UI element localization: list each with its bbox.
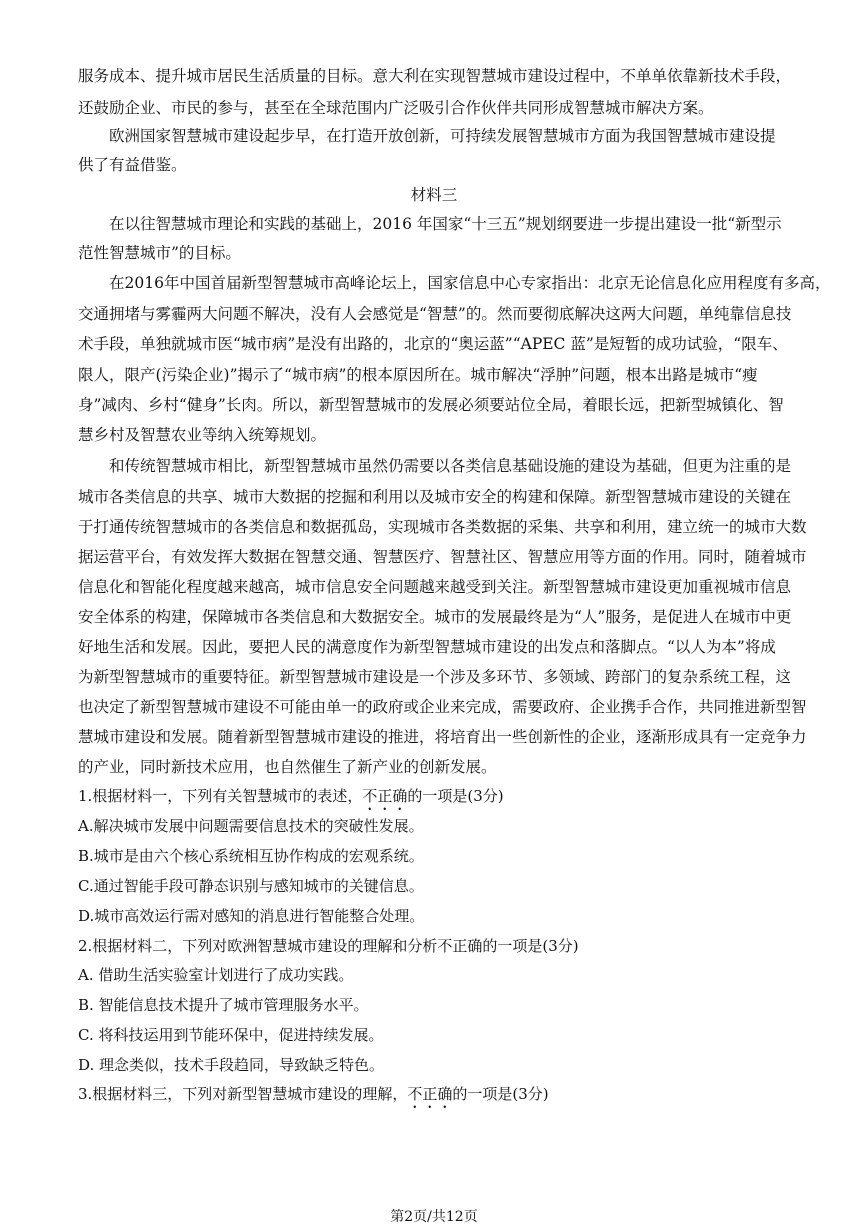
emphasized-text: 不正确 [437, 937, 483, 955]
question-stem-text: 的一项是(3分) [407, 787, 504, 805]
paragraph-line: 交通拥堵与雾霾两大问题不解决，没有人会感觉是“智慧”的。然而要彻底解决这两大问题，单纯靠信息技 [78, 305, 792, 323]
paragraph-line: 为新型智慧城市的重要特征。新型智慧城市建设是一个涉及多环节、多领域、跨部门的复杂系统工程，这 [78, 668, 792, 686]
paragraph-line: 的产业，同时新技术应用，也自然催生了新产业的创新发展。 [78, 758, 497, 776]
option-a: A. 借助生活实验室计划进行了成功实践。 [78, 966, 354, 984]
paragraph-line: 好地生活和发展。因此，要把人民的满意度作为新型智慧城市建设的出发点和落脚点。“以人为本”将成 [78, 638, 776, 656]
option-b: B. 智能信息技术提升了城市管理服务水平。 [78, 996, 369, 1014]
option-c: C. 将科技运用到节能环保中，促进持续发展。 [78, 1026, 384, 1044]
question-stem-text: 的一项是(3分) [452, 1085, 549, 1103]
paragraph-line: 还鼓励企业、市民的参与，甚至在全球范围内广泛吸引合作伙伴共同形成智慧城市解决方案。 [78, 99, 714, 117]
question-stem-text: 的一项是(3分) [482, 937, 579, 955]
paragraph-line: 慧乡村及智慧农业等纳入统筹规划。 [78, 426, 327, 444]
question-stem-text: 3.根据材料三，下列对新型智慧城市建设的理解， [78, 1085, 408, 1103]
paragraph-line: 城市各类信息的共享、城市大数据的挖掘和利用以及城市安全的构建和保障。新型智慧城市建设的关键在 [78, 488, 792, 506]
paragraph-line: 在以往智慧城市理论和实践的基础上，2016 年国家“十三五”规划纲要进一步提出建设一批“新型示 [109, 215, 782, 233]
question-stem-text: 2.根据材料二，下列对欧洲智慧城市建设的理解和分析 [78, 937, 438, 955]
option-d: D.城市高效运行需对感知的消息进行智能整合处理。 [78, 907, 425, 925]
paragraph-line: 也决定了新型智慧城市建设不可能由单一的政府或企业来完成，需要政府、企业携手合作，共同推进新型智 [78, 698, 807, 716]
paragraph-line: 供了有益借鉴。 [78, 156, 187, 174]
option-b: B.城市是由六个核心系统相互协作构成的宏观系统。 [78, 847, 424, 865]
question-stem [78, 785, 504, 814]
paragraph-line: 身”减肉、乡村“健身”长肉。所以，新型智慧城市的发展必须要站位全局，着眼长远，把新型城镇化、智 [78, 396, 784, 414]
paragraph-line: 欧洲国家智慧城市建设起步早，在打造开放创新，可持续发展智慧城市方面为我国智慧城市建设提 [109, 127, 776, 145]
paragraph-line: 于打通传统智慧城市的各类信息和数据孤岛，实现城市各类数据的采集、共享和利用，建立统一的城市大数 [78, 518, 807, 536]
paragraph-line: 限人，限产(污染企业)”揭示了“城市病”的根本原因所在。城市解决“浮肿”问题，根本出路是城市“瘦 [78, 366, 758, 384]
paragraph-line: 服务成本、提升城市居民生活质量的目标。意大利在实现智慧城市建设过程中，不单单依靠新技术手段， [78, 67, 792, 85]
paragraph-line: 信息化和智能化程度越来越高，城市信息安全问题越来越受到关注。新型智慧城市建设更加重视城市信息 [78, 578, 792, 596]
option-d: D. 理念类似，技术手段趋同，导致缺乏特色。 [78, 1056, 385, 1074]
question-stem [78, 935, 579, 957]
emphasized-text: 不正确 [362, 787, 408, 805]
paragraph-line: 术手段，单独就城市医“城市病”是没有出路的，北京的“奥运蓝”“APEC 蓝”是短暂的成功试验，“限车、 [78, 335, 788, 353]
paragraph-line: 安全体系的构建，保障城市各类信息和大数据安全。城市的发展最终是为“人”服务，是促进人在城市中更 [78, 608, 792, 626]
paragraph-line: 慧城市建设和发展。随着新型智慧城市建设的推进，将培育出一些创新性的企业，逐渐形成具有一定竞争力 [78, 728, 807, 746]
paragraph-line: 和传统智慧城市相比，新型智慧城市虽然仍需要以各类信息基础设施的建设为基础，但更为注重的是 [109, 457, 792, 475]
section-title: 材料三 [410, 186, 458, 204]
paragraph-line: 范性智慧城市”的目标。 [78, 244, 241, 262]
option-c: C.通过智能手段可静态识别与感知城市的关键信息。 [78, 877, 424, 895]
paragraph-line: 据运营平台，有效发挥大数据在智慧交通、智慧医疗、智慧社区、智慧应用等方面的作用。同时，随着城市 [78, 548, 807, 566]
question-stem [78, 1083, 549, 1112]
option-a: A.解决城市发展中问题需要信息技术的突破性发展。 [78, 817, 424, 835]
emphasized-text: 不正确 [407, 1085, 453, 1103]
paragraph-line: 在2016年中国首届新型智慧城市高峰论坛上，国家信息中心专家指出：北京无论信息化应用程度有多高， [109, 274, 831, 292]
page-number: 第2页/共12页 [390, 1209, 478, 1225]
question-stem-text: 1.根据材料一，下列有关智慧城市的表述， [78, 787, 363, 805]
